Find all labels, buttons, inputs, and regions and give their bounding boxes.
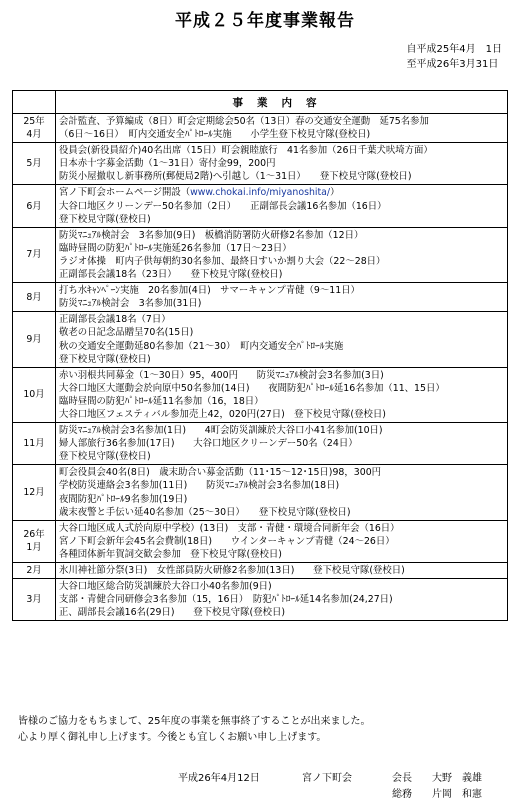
content-cell — [56, 465, 508, 520]
signature-role: 総務 — [392, 789, 412, 800]
content-cell — [56, 423, 508, 465]
page-title: 平成２５年度事業報告 — [175, 11, 355, 31]
activity-line: 臨時昼間の防犯ﾊﾟﾄﾛｰﾙ延11名参加（16，18日） — [59, 395, 264, 407]
content-cell — [56, 579, 508, 621]
activity-line: 正副部長会議18名（7日） — [59, 314, 171, 326]
month-cell — [13, 563, 56, 579]
month-cell — [13, 143, 56, 185]
content-cell — [56, 520, 508, 562]
activity-line: ラジオ体操 町内子供毎朝約30名参加、最終日すいか割り大会（22～28日） — [59, 255, 386, 267]
activity-line: 各種団体新年賀詞交歓会参加 登下校見守隊(登校日) — [59, 548, 282, 560]
month-label: 25年 — [23, 116, 45, 128]
month-label: 6月 — [26, 200, 42, 212]
table-row — [13, 114, 508, 143]
signature-name: 大野 義雄 — [432, 773, 482, 784]
table-row — [13, 143, 508, 185]
signature-date: 平成26年4月12日 — [178, 773, 260, 784]
closing-message — [18, 714, 371, 746]
content-cell — [56, 227, 508, 282]
month-column-header — [13, 91, 56, 114]
activity-line: 登下校見守隊(登校日) — [59, 451, 151, 463]
month-label: 2月 — [26, 565, 42, 577]
table-row — [13, 185, 508, 227]
activity-rows — [13, 114, 508, 621]
activity-line: 日本赤十字募金活動（1～31日）寄付金99，200円 — [59, 158, 276, 170]
activity-line: 支部・青健合同研修会3名参加（15，16日） 防犯ﾊﾟﾄﾛｰﾙ延14名参加(24,27日) — [59, 594, 393, 606]
activity-line: 赤い羽根共同募金（1～30日）95，400円 防災ﾏﾆｭｱﾙ検討会3名参加(3日) — [59, 369, 384, 381]
table-row — [13, 563, 508, 579]
month-label: 4月 — [26, 129, 42, 141]
month-cell — [13, 367, 56, 422]
activity-line: 大谷口地区フェスティバル参加売上42，020円(27日) 登下校見守隊(登校日) — [59, 408, 386, 420]
activity-line: 婦人部旅行36名参加(17日) 大谷口地区クリーンデー50名（24日） — [59, 438, 358, 450]
month-label: 5月 — [26, 158, 42, 170]
content-column-header: 事業内容 — [56, 91, 508, 114]
content-cell — [56, 312, 508, 367]
report-period — [407, 42, 502, 72]
activity-line: 正副部長会議18名（23日） 登下校見守隊(登校日) — [59, 269, 283, 281]
table-row — [13, 312, 508, 367]
content-cell — [56, 563, 508, 579]
month-label: 9月 — [26, 334, 42, 345]
activity-line: 氷川神社節分祭(3日) 女性部員防火研修2名参加(13日) 登下校見守隊(登校日) — [59, 565, 405, 576]
activity-line: 宮ノ下町会新年会45名会費制(18日) ウインターキャンプ青健（24～26日） — [59, 535, 395, 547]
activity-line: 歳末夜警と手伝い延40名参加（25～30日） 登下校見守隊(登校日) — [59, 506, 351, 518]
month-cell — [13, 283, 56, 312]
month-cell — [13, 312, 56, 367]
signature-name: 片岡 和憲 — [432, 789, 482, 800]
activity-line: 大谷口地区大運動会於向原中50名参加(14日) 夜間防犯ﾊﾟﾄﾛｰﾙ延16名参加（11、15日） — [59, 382, 445, 394]
table-row — [13, 579, 508, 621]
closing-line: 皆様のご協力をもちまして、25年度の事業を無事終了することが出来ました。 — [18, 716, 371, 727]
activity-line: 役員会(新役員紹介)40名出席（15日）町会親睦旅行 41名参加（26日千葉犬吠埼方面） — [59, 145, 433, 157]
month-cell — [13, 520, 56, 562]
month-label: 7月 — [26, 249, 42, 261]
table-row — [13, 465, 508, 520]
month-cell — [13, 423, 56, 465]
month-label: 12月 — [23, 487, 45, 499]
activity-line: 宮ノ下町会ホームページ開設（www.chokai.info/miyanoshita/） — [59, 187, 340, 199]
activity-line: 防災ﾏﾆｭｱﾙ検討会 3名参加(9日) 板橋消防署防火研修2名参加（12日） — [59, 229, 364, 241]
signature-row — [178, 787, 482, 803]
signature-row — [178, 771, 482, 787]
activity-line: 打ち水ｷｬﾝﾍﾟｰﾝ実施 20名参加(4日) サマーキャンプ青健（9～11日） — [59, 285, 360, 297]
content-cell — [56, 185, 508, 227]
activity-table — [12, 90, 508, 621]
activity-line: 臨時昼間の防犯ﾊﾟﾄﾛｰﾙ実施延26名参加（17日～23日） — [59, 242, 292, 254]
month-label: 3月 — [26, 594, 42, 606]
content-cell — [56, 283, 508, 312]
month-label: 11月 — [23, 438, 45, 450]
activity-line: 登下校見守隊(登校日) — [59, 213, 151, 225]
month-cell — [13, 465, 56, 520]
month-cell — [13, 579, 56, 621]
month-label: 26年 — [23, 529, 45, 541]
activity-line: 大谷口地区クリーンデー50名参加（2日） 正副部長会議16名参加（16日） — [59, 200, 387, 212]
activity-line: （6日～16日） 町内交通安全ﾊﾟﾄﾛｰﾙ実施 小学生登下校見守隊(登校日) — [59, 129, 371, 141]
month-cell — [13, 114, 56, 143]
activity-line: 大谷口地区成人式於向原中学校）(13日) 支部・青健・環境合同新年会（16日） — [59, 522, 400, 534]
activity-line: 防災ﾏﾆｭｱﾙ検討会 3名参加(31日) — [59, 298, 202, 310]
activity-line: 正、副部長会議16名(29日) 登下校見守隊(登校日) — [59, 607, 285, 619]
activity-line: 秋の交通安全運動延80名参加（21～30） 町内交通安全ﾊﾟﾄﾛｰﾙ実施 — [59, 340, 344, 352]
month-label: 1月 — [26, 542, 42, 554]
closing-line: 心より厚く御礼申し上げます。今後とも宜しくお願い申し上げます。 — [18, 732, 327, 743]
activity-line: 防災小屋撤収し新事務所(郵便局2階)へ引越し（1～31日） 登下校見守隊(登校日) — [59, 171, 412, 183]
activity-line: 防災ﾏﾆｭｱﾙ検討会3名参加(1日) 4町会防災訓練於大谷口小41名参加(10日) — [59, 425, 383, 437]
activity-line: 夜間防犯ﾊﾟﾄﾛｰﾙ9名参加(19日) — [59, 493, 188, 505]
month-cell — [13, 227, 56, 282]
table-row — [13, 367, 508, 422]
activity-line: 登下校見守隊(登校日) — [59, 353, 151, 365]
activity-line: 敬老の日記念品贈呈70名(15日) — [59, 327, 194, 339]
period-from: 自平成25年4月 1日 — [406, 44, 502, 55]
activity-line: 町会役員会40名(8日) 歳末助合い募金活動（11･15～12･15日)98，300円 — [59, 467, 382, 479]
content-cell — [56, 143, 508, 185]
table-row — [13, 283, 508, 312]
activity-line: 会計監査、予算編成（8日）町会定期総会50名（13日）春の交通安全運動 延75名参加 — [59, 116, 429, 127]
month-label: 10月 — [23, 389, 45, 401]
month-label: 8月 — [26, 291, 42, 303]
signature-org: 宮ノ下町会 — [302, 773, 352, 784]
month-cell — [13, 185, 56, 227]
table-header-row — [13, 91, 508, 114]
activity-line: 学校防災連絡会3名参加(11日) 防災ﾏﾆｭｱﾙ検討会3名参加(18日) — [59, 480, 340, 492]
table-row — [13, 227, 508, 282]
signature-role: 会長 — [392, 773, 412, 784]
table-row — [13, 423, 508, 465]
content-cell — [56, 367, 508, 422]
table-row — [13, 520, 508, 562]
content-cell — [56, 114, 508, 143]
signature-block — [178, 771, 482, 803]
period-to: 至平成26年3月31日 — [406, 59, 499, 70]
homepage-link[interactable]: www.chokai.info/miyanoshita/ — [190, 187, 331, 199]
activity-line: 大谷口地区総合防災訓練於大谷口小40名参加(9日) — [59, 581, 272, 593]
